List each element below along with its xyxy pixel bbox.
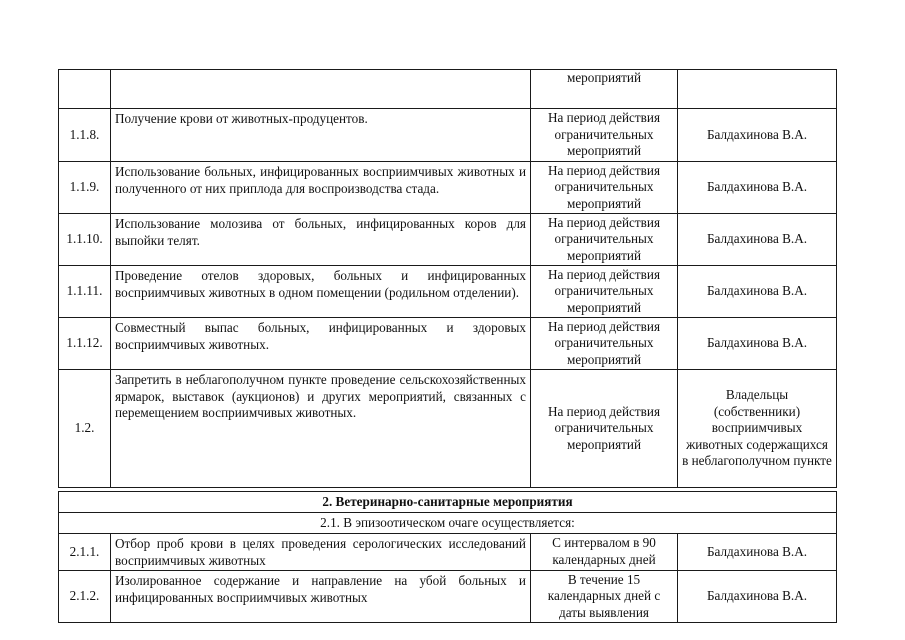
cell-term: В течение 15 календарных дней с даты выявления: [531, 571, 678, 623]
cell-responsible: Балдахинова В.А.: [678, 162, 837, 214]
cell-responsible: [678, 70, 837, 109]
cell-description: [111, 70, 531, 109]
table-row: [59, 370, 837, 488]
subsection-title: 2.1. В эпизоотическом очаге осуществляется:: [59, 513, 837, 534]
cell-term: мероприятий: [531, 70, 678, 109]
subsection-header-row: [59, 513, 837, 534]
cell-description: Совместный выпас больных, инфицированных и здоровых восприимчивых животных.: [111, 318, 531, 370]
cell-responsible: Балдахинова В.А.: [678, 534, 837, 571]
document-page: [58, 69, 836, 623]
cell-number: 1.1.12.: [59, 318, 111, 370]
section-title: 2. Ветеринарно-санитарные мероприятия: [59, 492, 837, 513]
table-row: [59, 266, 837, 318]
cell-number: 2.1.2.: [59, 571, 111, 623]
table-row: [59, 318, 837, 370]
cell-responsible: Балдахинова В.А.: [678, 571, 837, 623]
cell-number: [59, 70, 111, 109]
cell-term: На период действия ограничительных мероприятий: [531, 109, 678, 162]
cell-term: С интервалом в 90 календарных дней: [531, 534, 678, 571]
cell-description: Использование больных, инфицированных восприимчивых животных и полученного от них приплода для воспроизводства стада.: [111, 162, 531, 214]
section-header-row: [59, 492, 837, 513]
cell-term: На период действия ограничительных мероприятий: [531, 214, 678, 266]
table-row: [59, 571, 837, 623]
table-row: [59, 162, 837, 214]
cell-responsible: Балдахинова В.А.: [678, 318, 837, 370]
cell-term: На период действия ограничительных мероприятий: [531, 162, 678, 214]
cell-number: 1.1.11.: [59, 266, 111, 318]
cell-responsible: Владельцы (собственники) восприимчивых животных содержащихся в неблагополучном пункте: [678, 370, 837, 488]
table-row: [59, 70, 837, 109]
cell-number: 2.1.1.: [59, 534, 111, 571]
cell-responsible: Балдахинова В.А.: [678, 109, 837, 162]
cell-description: Отбор проб крови в целях проведения серологических исследований восприимчивых животных: [111, 534, 531, 571]
cell-term: На период действия ограничительных мероприятий: [531, 370, 678, 488]
cell-number: 1.1.10.: [59, 214, 111, 266]
cell-number: 1.2.: [59, 370, 111, 488]
cell-responsible: Балдахинова В.А.: [678, 214, 837, 266]
cell-term: На период действия ограничительных мероприятий: [531, 266, 678, 318]
table-row: [59, 109, 837, 162]
cell-description: Использование молозива от больных, инфицированных коров для выпойки телят.: [111, 214, 531, 266]
cell-number: 1.1.8.: [59, 109, 111, 162]
measures-table: [58, 69, 837, 623]
cell-description: Проведение отелов здоровых, больных и инфицированных восприимчивых животных в одном помещении (родильном отделении).: [111, 266, 531, 318]
cell-responsible: Балдахинова В.А.: [678, 266, 837, 318]
cell-description: Получение крови от животных-продуцентов.: [111, 109, 531, 162]
cell-description: Изолированное содержание и направление на убой больных и инфицированных восприимчивых животных: [111, 571, 531, 623]
cell-description: Запретить в неблагополучном пункте проведение сельскохозяйственных ярмарок, выставок (аукционов) и других мероприятий, связанных с перемещением восприимчивых животных.: [111, 370, 531, 488]
table-row: [59, 214, 837, 266]
cell-number: 1.1.9.: [59, 162, 111, 214]
cell-term: На период действия ограничительных мероприятий: [531, 318, 678, 370]
table-row: [59, 534, 837, 571]
